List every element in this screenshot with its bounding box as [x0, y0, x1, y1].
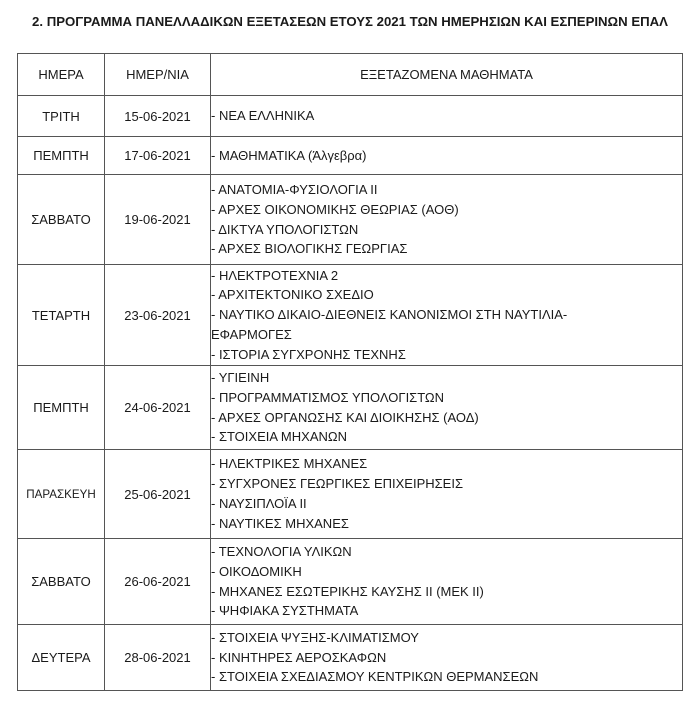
subject-item: - ΚΙΝΗΤΗΡΕΣ ΑΕΡΟΣΚΑΦΩΝ — [211, 649, 387, 665]
date-cell: 17-06-2021 — [105, 137, 211, 175]
table-row — [18, 625, 683, 691]
subject-item: - ΝΕΑ ΕΛΛΗΝΙΚΑ — [211, 108, 315, 124]
date-cell: 28-06-2021 — [105, 625, 211, 691]
subject-item: - ΣΤΟΙΧΕΙΑ ΜΗΧΑΝΩΝ — [211, 429, 347, 445]
subjects-cell — [211, 175, 683, 265]
header-date: ΗΜΕΡ/ΝΙΑ — [105, 54, 211, 96]
table-row — [18, 137, 683, 175]
subject-item: - ΑΝΑΤΟΜΙΑ-ΦΥΣΙΟΛΟΓΙΑ ΙΙ — [211, 181, 378, 197]
subjects-cell — [211, 625, 683, 691]
day-cell: ΠΕΜΠΤΗ — [18, 137, 105, 175]
subject-item: - ΝΑΥΣΙΠΛΟΪΑ ΙΙ — [211, 496, 307, 511]
date-cell: 25-06-2021 — [105, 450, 211, 539]
subject-item: - ΗΛΕΚΤΡΟΤΕΧΝΙΑ 2 — [211, 267, 339, 283]
subject-item: ΕΦΑΡΜΟΓΕΣ — [211, 326, 292, 342]
subjects-cell — [211, 96, 683, 137]
subject-item: - ΝΑΥΤΙΚΕΣ ΜΗΧΑΝΕΣ — [211, 515, 349, 531]
subject-item: - ΑΡΧΕΣ ΟΡΓΑΝΩΣΗΣ ΚΑΙ ΔΙΟΙΚΗΣΗΣ (ΑΟΔ) — [211, 409, 479, 425]
subjects-cell — [211, 450, 683, 539]
subjects-cell — [211, 366, 683, 450]
date-cell: 19-06-2021 — [105, 175, 211, 265]
subject-item: - ΙΣΤΟΡΙΑ ΣΥΓΧΡΟΝΗΣ ΤΕΧΝΗΣ — [211, 346, 406, 362]
header-subjects: ΕΞΕΤΑΖΟΜΕΝΑ ΜΑΘΗΜΑΤΑ — [211, 54, 683, 96]
date-cell: 24-06-2021 — [105, 366, 211, 450]
day-cell: ΤΡΙΤΗ — [18, 96, 105, 137]
subject-item: - ΠΡΟΓΡΑΜΜΑΤΙΣΜΟΣ ΥΠΟΛΟΓΙΣΤΩΝ — [211, 389, 445, 405]
subject-item: - ΣΤΟΙΧΕΙΑ ΣΧΕΔΙΑΣΜΟΥ ΚΕΝΤΡΙΚΩΝ ΘΕΡΜΑΝΣΕΩΝ — [211, 669, 539, 685]
subject-item: - ΣΥΓΧΡΟΝΕΣ ΓΕΩΡΓΙΚΕΣ ΕΠΙΧΕΙΡΗΣΕΙΣ — [211, 476, 463, 492]
table-row — [18, 96, 683, 137]
subject-item: - ΥΓΙΕΙΝΗ — [211, 369, 270, 385]
exam-schedule-table — [17, 53, 683, 691]
subject-item: - ΝΑΥΤΙΚΟ ΔΙΚΑΙΟ-ΔΙΕΘΝΕΙΣ ΚΑΝΟΝΙΣΜΟΙ ΣΤΗ ΝΑΥΤΙΛΙΑ- — [211, 307, 568, 323]
subject-item: - ΤΕΧΝΟΛΟΓΙΑ ΥΛΙΚΩΝ — [211, 543, 352, 559]
subjects-cell — [211, 265, 683, 366]
day-cell: ΔΕΥΤΕΡΑ — [18, 625, 105, 691]
subject-item: - ΣΤΟΙΧΕΙΑ ΨΥΞΗΣ-ΚΛΙΜΑΤΙΣΜΟΥ — [211, 629, 419, 645]
subjects-cell — [211, 137, 683, 175]
table-row — [18, 539, 683, 625]
subject-item: - ΑΡΧΕΣ ΒΙΟΛΟΓΙΚΗΣ ΓΕΩΡΓΙΑΣ — [211, 241, 408, 257]
subject-item: - ΜΑΘΗΜΑΤΙΚΑ (Άλγεβρα) — [211, 147, 367, 163]
subject-item: - ΗΛΕΚΤΡΙΚΕΣ ΜΗΧΑΝΕΣ — [211, 456, 368, 472]
table-header-row — [18, 54, 683, 96]
table-row — [18, 175, 683, 265]
subjects-cell — [211, 539, 683, 625]
table-row — [18, 450, 683, 539]
date-cell: 15-06-2021 — [105, 96, 211, 137]
day-cell: ΤΕΤΑΡΤΗ — [18, 265, 105, 366]
day-cell: ΠΕΜΠΤΗ — [18, 366, 105, 450]
subject-item: - ΑΡΧΙΤΕΚΤΟΝΙΚΟ ΣΧΕΔΙΟ — [211, 287, 374, 303]
table-row — [18, 265, 683, 366]
date-cell: 26-06-2021 — [105, 539, 211, 625]
subject-item: - ΔΙΚΤΥΑ ΥΠΟΛΟΓΙΣΤΩΝ — [211, 221, 359, 237]
subject-item: - ΜΗΧΑΝΕΣ ΕΣΩΤΕΡΙΚΗΣ ΚΑΥΣΗΣ ΙΙ (ΜΕΚ ΙΙ) — [211, 583, 484, 599]
table-row — [18, 366, 683, 450]
subject-item: - ΟΙΚΟΔΟΜΙΚΗ — [211, 563, 302, 579]
subject-item: - ΑΡΧΕΣ ΟΙΚΟΝΟΜΙΚΗΣ ΘΕΩΡΙΑΣ (ΑΟΘ) — [211, 201, 459, 217]
subject-item: - ΨΗΦΙΑΚΑ ΣΥΣΤΗΜΑΤΑ — [211, 603, 359, 619]
day-cell: ΣΑΒΒΑΤΟ — [18, 539, 105, 625]
day-cell: ΣΑΒΒΑΤΟ — [18, 175, 105, 265]
document-title: 2. ΠΡΟΓΡΑΜΜΑ ΠΑΝΕΛΛΑΔΙΚΩΝ ΕΞΕΤΑΣΕΩΝ ΕΤΟΥΣ 2021 ΤΩΝ ΗΜΕΡΗΣΙΩΝ ΚΑΙ ΕΣΠΕΡΙΝΩΝ ΕΠΑΛ — [32, 14, 668, 29]
header-day: ΗΜΕΡΑ — [18, 54, 105, 96]
date-cell: 23-06-2021 — [105, 265, 211, 366]
day-cell: ΠΑΡΑΣΚΕΥΗ — [18, 450, 105, 539]
